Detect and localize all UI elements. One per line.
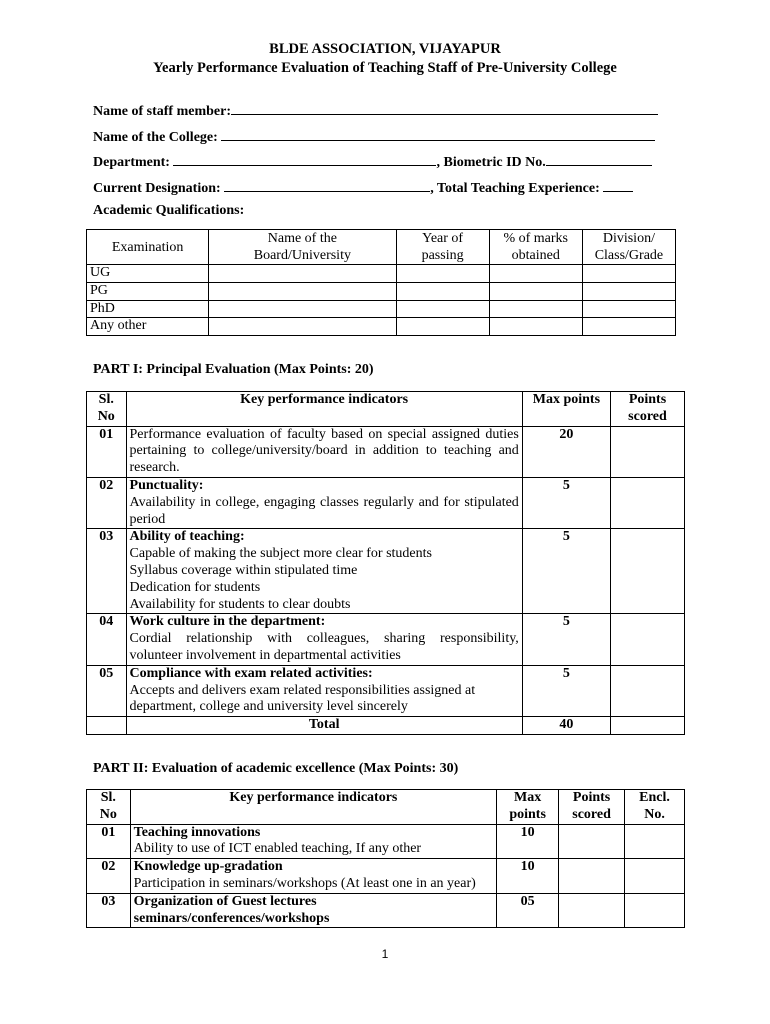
college-blank[interactable] [221, 127, 655, 141]
experience-blank[interactable] [603, 178, 633, 192]
part1-max: 20 [522, 426, 610, 477]
part2-max: 05 [497, 893, 559, 928]
part2-kpi: Teaching innovations Ability to use of ICT enabled teaching, If any other [130, 824, 497, 859]
qual-cell[interactable] [489, 300, 582, 318]
part2-encl-cell[interactable] [625, 824, 685, 859]
qual-row-label: UG [87, 265, 209, 283]
qual-cell[interactable] [489, 282, 582, 300]
qual-header-examination: Examination [87, 230, 209, 265]
qual-cell[interactable] [582, 300, 675, 318]
part1-total-row [87, 717, 685, 735]
staff-name-label: Name of staff member: [93, 104, 231, 119]
department-label: Department: [93, 155, 170, 170]
biometric-label: , Biometric ID No. [436, 155, 546, 170]
part2-kpi: Knowledge up-gradation Participation in seminars/workshops (At least one in an year) [130, 859, 497, 894]
part1-sl: 04 [87, 614, 127, 665]
department-blank[interactable] [173, 152, 436, 166]
department-field[interactable] [93, 152, 652, 171]
part2-header-kpi: Key performance indicators [130, 790, 497, 825]
part2-row-03 [87, 893, 685, 928]
part2-max: 10 [497, 824, 559, 859]
part1-kpi: Compliance with exam related activities: Accepts and delivers exam related responsibilities assigned at department, college and university level sincerely [126, 665, 522, 716]
part2-title: PART II: Evaluation of academic excellence (Max Points: 30) [93, 761, 459, 776]
college-label: Name of the College: [93, 130, 218, 145]
part1-kpi: Work culture in the department: Cordial relationship with colleagues, sharing responsibility, volunteer involvement in departmental activities [126, 614, 522, 665]
part1-scored-cell[interactable] [610, 477, 684, 528]
part2-header-encl: Encl. No. [625, 790, 685, 825]
part1-sl: 05 [87, 665, 127, 716]
part1-sl: 03 [87, 529, 127, 614]
part2-encl-cell[interactable] [625, 893, 685, 928]
qual-cell[interactable] [209, 265, 396, 283]
org-name: BLDE ASSOCIATION, VIJAYAPUR [269, 41, 501, 57]
part1-header-sl: Sl. No [87, 392, 127, 427]
part1-row-04 [87, 614, 685, 665]
qual-row-ug[interactable] [87, 265, 676, 283]
part1-header-max: Max points [522, 392, 610, 427]
part1-max: 5 [522, 477, 610, 528]
qual-cell[interactable] [582, 265, 675, 283]
qualifications-header-row [87, 230, 676, 265]
part1-scored-cell[interactable] [610, 614, 684, 665]
qual-cell[interactable] [582, 282, 675, 300]
part2-scored-cell[interactable] [559, 859, 625, 894]
part2-scored-cell[interactable] [559, 893, 625, 928]
qual-cell[interactable] [396, 282, 489, 300]
part1-total-scored[interactable] [610, 717, 684, 735]
qual-row-pg[interactable] [87, 282, 676, 300]
qualifications-label: Academic Qualifications: [93, 203, 245, 218]
part2-row-02 [87, 859, 685, 894]
designation-blank[interactable] [224, 178, 430, 192]
part1-table [86, 391, 685, 735]
part1-header-scored: Points scored [610, 392, 684, 427]
qual-header-board: Name of the Board/University [209, 230, 396, 265]
part2-header-row [87, 790, 685, 825]
form-subtitle: Yearly Performance Evaluation of Teaching Staff of Pre-University College [153, 60, 617, 76]
qualifications-table [86, 229, 676, 336]
part1-kpi: Performance evaluation of faculty based on special assigned duties pertaining to college/university/board in addition to teaching and research. [126, 426, 522, 477]
part1-scored-cell[interactable] [610, 426, 684, 477]
part1-header-row [87, 392, 685, 427]
part1-total-label: Total [126, 717, 522, 735]
qual-row-label: Any other [87, 318, 209, 336]
part1-kpi: Punctuality: Availability in college, engaging classes regularly and for stipulated period [126, 477, 522, 528]
part1-title: PART I: Principal Evaluation (Max Points: 20) [93, 362, 374, 377]
qual-cell[interactable] [209, 282, 396, 300]
part1-max: 5 [522, 614, 610, 665]
part2-table [86, 789, 685, 928]
part1-row-01 [87, 426, 685, 477]
college-field[interactable] [93, 127, 655, 146]
part1-total-value: 40 [522, 717, 610, 735]
qual-row-phd[interactable] [87, 300, 676, 318]
qual-cell[interactable] [209, 300, 396, 318]
experience-label: , Total Teaching Experience: [430, 181, 600, 196]
qual-cell[interactable] [396, 265, 489, 283]
qual-cell[interactable] [396, 300, 489, 318]
qual-cell[interactable] [489, 265, 582, 283]
part1-scored-cell[interactable] [610, 529, 684, 614]
part2-sl: 02 [87, 859, 131, 894]
part1-row-05 [87, 665, 685, 716]
part2-header-max: Max points [497, 790, 559, 825]
staff-name-blank[interactable] [231, 101, 658, 115]
designation-field[interactable] [93, 178, 633, 197]
part2-sl: 03 [87, 893, 131, 928]
staff-name-field[interactable] [93, 101, 658, 120]
qual-header-year: Year of passing [396, 230, 489, 265]
part2-sl: 01 [87, 824, 131, 859]
part1-max: 5 [522, 665, 610, 716]
qual-cell[interactable] [209, 318, 396, 336]
part1-row-02 [87, 477, 685, 528]
designation-label: Current Designation: [93, 181, 221, 196]
page-number: 1 [381, 947, 389, 961]
qual-cell[interactable] [396, 318, 489, 336]
org-title [0, 40, 770, 78]
part2-kpi: Organization of Guest lectures seminars/conferences/workshops [130, 893, 497, 928]
part1-scored-cell[interactable] [610, 665, 684, 716]
part2-header-scored: Points scored [559, 790, 625, 825]
part1-kpi: Ability of teaching: Capable of making the subject more clear for students Syllabus coverage within stipulated time Dedication for students Availability for students to clear doubts [126, 529, 522, 614]
part1-row-03 [87, 529, 685, 614]
qual-cell[interactable] [489, 318, 582, 336]
qual-row-other[interactable] [87, 318, 676, 336]
qual-row-label: PG [87, 282, 209, 300]
part2-scored-cell[interactable] [559, 824, 625, 859]
part1-total-empty [87, 717, 127, 735]
part1-sl: 02 [87, 477, 127, 528]
part2-row-01 [87, 824, 685, 859]
part2-encl-cell[interactable] [625, 859, 685, 894]
part2-max: 10 [497, 859, 559, 894]
qual-header-marks: % of marks obtained [489, 230, 582, 265]
qual-cell[interactable] [582, 318, 675, 336]
part1-max: 5 [522, 529, 610, 614]
part2-header-sl: Sl. No [87, 790, 131, 825]
qual-row-label: PhD [87, 300, 209, 318]
part1-header-kpi: Key performance indicators [126, 392, 522, 427]
biometric-blank[interactable] [546, 152, 652, 166]
part1-sl: 01 [87, 426, 127, 477]
qual-header-division: Division/ Class/Grade [582, 230, 675, 265]
